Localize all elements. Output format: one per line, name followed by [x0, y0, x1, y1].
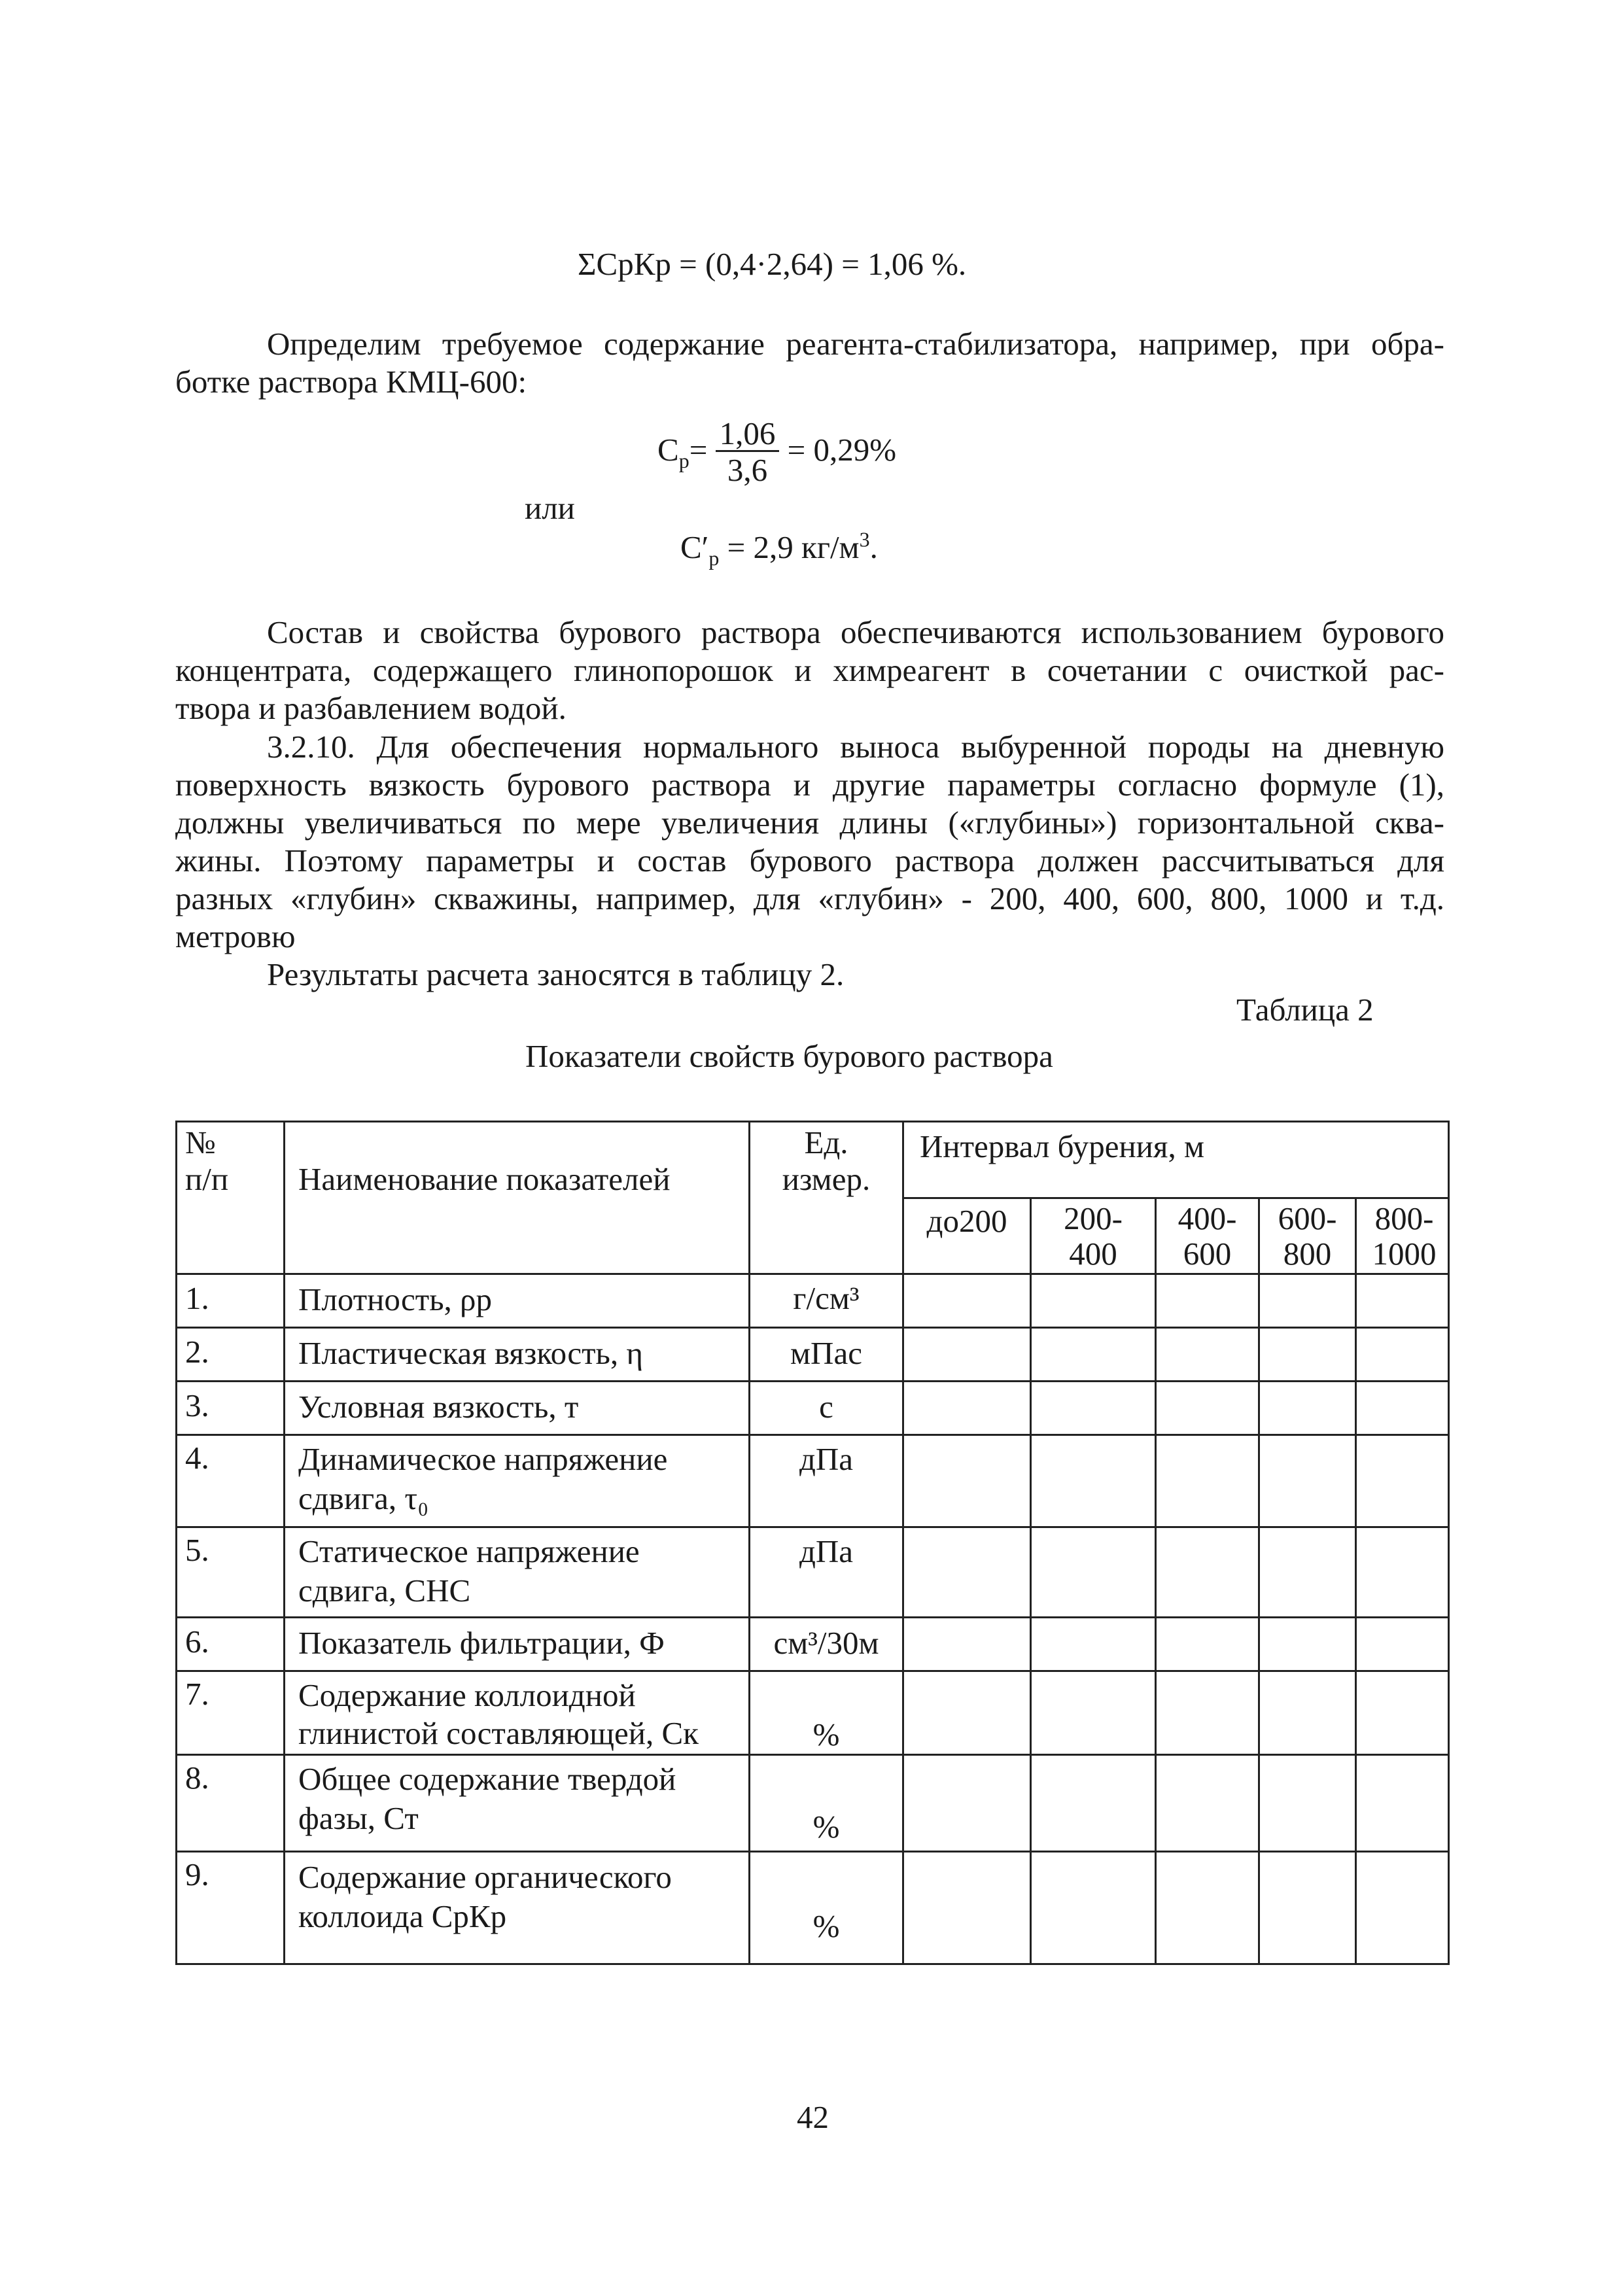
paragraph-composition: [175, 614, 1444, 727]
formula-cp-alt-sup: 3: [859, 527, 870, 551]
row-num: 2.: [185, 1334, 209, 1370]
formula-cp: [657, 411, 896, 489]
paragraph-reagent-intro: [175, 325, 1444, 401]
paragraph-line: концентрата, содержащего глинопорошок и химреагент в сочетании с очисткой рас-: [175, 652, 1444, 688]
paragraph-line: ботке раствора КМЦ-600:: [175, 364, 527, 400]
formula-cp-alt: [680, 527, 878, 570]
row-unit: %: [812, 1809, 840, 1845]
row-num: 3.: [185, 1387, 209, 1423]
paragraph-line: жины. Поэтому параметры и состав бурового раствора должен рассчитываться для: [175, 843, 1444, 878]
paragraph-results: [175, 956, 1444, 994]
row-name: Пластическая вязкость, η: [298, 1335, 643, 1371]
paragraph-line: Результаты расчета заносятся в таблицу 2.: [267, 956, 845, 992]
formula-cp-fraction: [716, 417, 780, 489]
header-col-600-800-line2: 800: [1283, 1236, 1332, 1272]
header-col-to200: до200: [926, 1203, 1007, 1239]
row-name-line1: Общее содержание твердой: [298, 1761, 676, 1797]
row-unit: дПа: [799, 1533, 854, 1569]
row-num: 7.: [185, 1676, 209, 1712]
row-unit: г/см³: [793, 1280, 860, 1316]
header-num-line2: п/п: [185, 1161, 229, 1197]
row-name: Плотность, ρр: [298, 1281, 493, 1317]
row-unit: дПа: [799, 1441, 854, 1477]
formula-cp-eq: =: [689, 432, 708, 468]
formula-cp-denominator: 3,6: [727, 452, 768, 489]
row-unit: см³/30м: [773, 1625, 879, 1661]
header-col-800-1000-line1: 800-: [1374, 1200, 1434, 1236]
row-name-line1: Динамическое напряжение: [298, 1441, 668, 1477]
row-unit: %: [812, 1908, 840, 1944]
row-unit: мПас: [790, 1335, 862, 1371]
header-unit-line1: Ед.: [804, 1124, 848, 1160]
row-num: 5.: [185, 1532, 209, 1568]
header-num-line1: №: [185, 1124, 216, 1160]
formula-cp-alt-result: = 2,9 кг/м: [727, 529, 860, 565]
paragraph-line: 3.2.10. Для обеспечения нормального выноса выбуренной породы на дневную: [267, 729, 1444, 765]
formula-cp-sub: р: [678, 448, 689, 472]
header-col-800-1000-line2: 1000: [1372, 1236, 1437, 1272]
row-unit: %: [812, 1716, 840, 1752]
formula-or-word: или: [525, 490, 575, 526]
formula-cp-numerator: 1,06: [716, 417, 780, 452]
row-num: 6.: [185, 1624, 209, 1660]
header-col-200-400-line1: 200-: [1064, 1200, 1123, 1236]
row-name-line2: сдвига, СНС: [298, 1573, 471, 1609]
row-unit: с: [819, 1389, 833, 1425]
formula-cp-alt-end: .: [869, 529, 878, 565]
header-unit-line2: измер.: [782, 1161, 871, 1197]
header-col-600-800-line1: 600-: [1278, 1200, 1337, 1236]
formula-cp-result: = 0,29%: [787, 432, 897, 468]
row-name: Условная вязкость, т: [298, 1389, 579, 1425]
table-caption: Показатели свойств бурового раствора: [525, 1038, 1053, 1074]
paragraph-line: должны увеличиваться по мере увеличения длины («глубины») горизонтальной сква-: [175, 805, 1444, 841]
page-number: 42: [797, 2099, 829, 2135]
row-name-line2: глинистой составляющей, Ск: [298, 1715, 699, 1751]
paragraph-line: поверхность вязкость бурового раствора и другие параметры согласно формуле (1),: [175, 767, 1444, 803]
formula-sum: ΣСрКр = (0,4·2,64) = 1,06 %.: [578, 246, 967, 282]
row-name-line2: коллоида СрКр: [298, 1898, 507, 1934]
header-col-400-600-line1: 400-: [1178, 1200, 1237, 1236]
paragraph-line: разных «глубин» скважины, например, для «глубин» - 200, 400, 600, 800, 1000 и т.д.: [175, 880, 1444, 916]
row-name-line1: Статическое напряжение: [298, 1533, 640, 1569]
table-label: Таблица 2: [1236, 992, 1374, 1028]
row-name-line2: фазы, Ст: [298, 1800, 419, 1836]
row-num: 9.: [185, 1856, 209, 1892]
row-num: 8.: [185, 1760, 209, 1796]
row-num: 1.: [185, 1280, 209, 1316]
row-name-line2: сдвига, τ₀: [298, 1480, 429, 1516]
properties-table: [175, 1121, 1450, 1965]
formula-cp-alt-lhs: С′: [680, 529, 709, 565]
paragraph-line: Определим требуемое содержание реагента-стабилизатора, например, при обра-: [267, 326, 1444, 362]
header-col-200-400-line2: 400: [1069, 1236, 1117, 1272]
formula-cp-alt-sub: р: [708, 546, 720, 570]
paragraph-section-3-2-10: [175, 728, 1444, 956]
header-name: Наименование показателей: [298, 1161, 671, 1197]
paragraph-line: Состав и свойства бурового раствора обеспечиваются использованием бурового: [267, 614, 1444, 650]
row-num: 4.: [185, 1440, 209, 1476]
row-name-line1: Содержание коллоидной: [298, 1677, 636, 1713]
paragraph-line: метровю: [175, 918, 296, 954]
header-col-400-600-line2: 600: [1183, 1236, 1232, 1272]
header-interval: Интервал бурения, м: [920, 1128, 1204, 1164]
row-name-line1: Содержание органического: [298, 1859, 672, 1895]
formula-cp-lhs: С: [657, 432, 679, 468]
paragraph-line: твора и разбавлением водой.: [175, 690, 567, 726]
row-name: Показатель фильтрации, Ф: [298, 1625, 665, 1661]
